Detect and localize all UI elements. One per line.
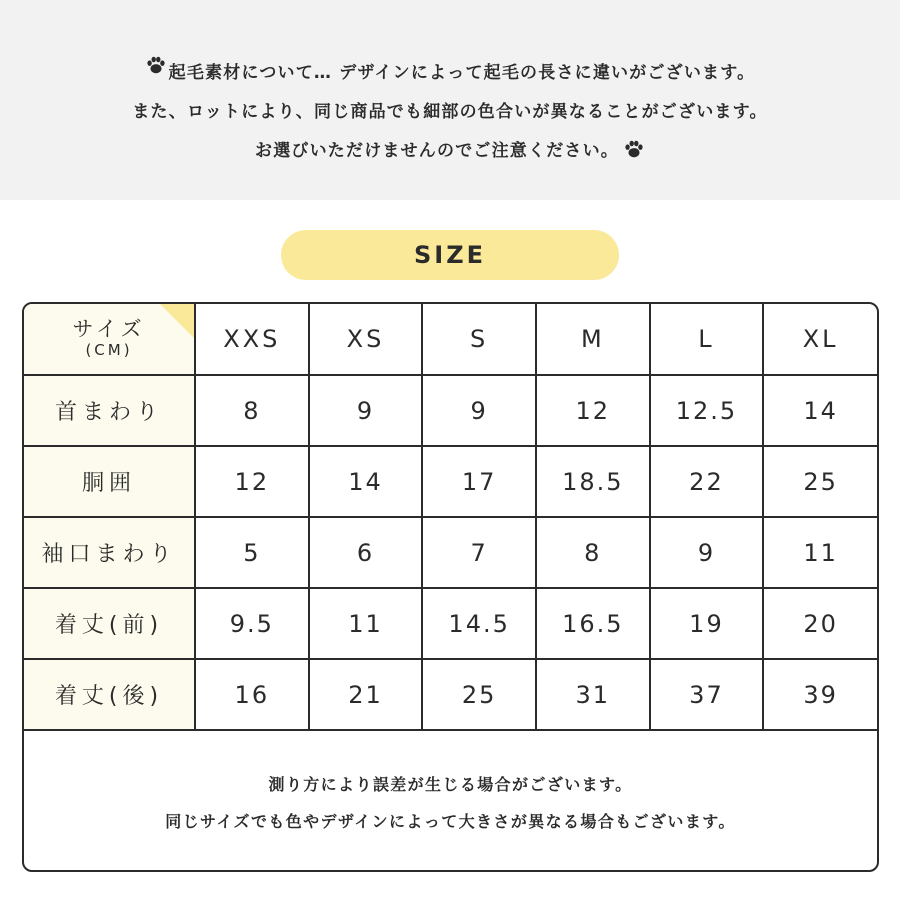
table-cell: 31 — [536, 659, 650, 730]
row-header: 着丈(前) — [24, 588, 195, 659]
size-heading: SIZE — [281, 230, 619, 280]
table-cell: 12.5 — [650, 375, 764, 446]
table-cell: 14 — [763, 375, 877, 446]
size-table — [24, 304, 877, 731]
table-cell: 12 — [195, 446, 309, 517]
table-cell: 16 — [195, 659, 309, 730]
table-cell: 16.5 — [536, 588, 650, 659]
table-cell: 9.5 — [195, 588, 309, 659]
notice-text-3: お選びいただけませんのでご注意ください。 — [255, 141, 619, 161]
size-table-corner — [24, 304, 195, 375]
size-table-header-row — [24, 304, 877, 375]
notice-banner — [0, 0, 900, 200]
table-cell: 22 — [650, 446, 764, 517]
table-cell: 20 — [763, 588, 877, 659]
table-cell: 39 — [763, 659, 877, 730]
column-header: L — [650, 304, 764, 375]
table-cell: 18.5 — [536, 446, 650, 517]
column-header: S — [422, 304, 536, 375]
table-cell: 11 — [309, 588, 423, 659]
notice-line-2: また、ロットにより、同じ商品でも細部の色合いが異なることがございます。 — [132, 102, 768, 122]
table-row — [24, 517, 877, 588]
corner-label: サイズ — [72, 317, 146, 341]
table-cell: 9 — [422, 375, 536, 446]
column-header: XS — [309, 304, 423, 375]
table-cell: 25 — [422, 659, 536, 730]
table-cell: 9 — [309, 375, 423, 446]
table-cell: 6 — [309, 517, 423, 588]
corner-unit: (CM) — [85, 341, 133, 359]
row-header: 首まわり — [24, 375, 195, 446]
table-row — [24, 446, 877, 517]
table-cell: 21 — [309, 659, 423, 730]
notice-line-3 — [0, 136, 900, 162]
table-cell: 9 — [650, 517, 764, 588]
table-row — [24, 375, 877, 446]
table-cell: 8 — [536, 517, 650, 588]
row-header: 袖口まわり — [24, 517, 195, 588]
table-row — [24, 588, 877, 659]
table-cell: 17 — [422, 446, 536, 517]
footnote-line-2: 同じサイズでも色やデザインによって大きさが異なる場合もございます。 — [165, 812, 736, 831]
table-cell: 37 — [650, 659, 764, 730]
table-cell: 8 — [195, 375, 309, 446]
table-cell: 5 — [195, 517, 309, 588]
column-header: M — [536, 304, 650, 375]
size-chart-card — [22, 302, 879, 872]
table-cell: 11 — [763, 517, 877, 588]
notice-line-1 — [0, 58, 900, 84]
table-cell: 25 — [763, 446, 877, 517]
row-header: 着丈(後) — [24, 659, 195, 730]
column-header: XXS — [195, 304, 309, 375]
paw-icon — [145, 54, 167, 76]
notice-text-1: 起毛素材について… デザインによって起毛の長さに違いがございます。 — [168, 63, 756, 83]
paw-icon — [623, 138, 645, 160]
table-cell: 19 — [650, 588, 764, 659]
row-header: 胴囲 — [24, 446, 195, 517]
table-cell: 12 — [536, 375, 650, 446]
column-header: XL — [763, 304, 877, 375]
table-cell: 14 — [309, 446, 423, 517]
footnote-line-1: 測り方により誤差が生じる場合がございます。 — [268, 775, 633, 794]
table-row — [24, 659, 877, 730]
table-cell: 14.5 — [422, 588, 536, 659]
table-cell: 7 — [422, 517, 536, 588]
